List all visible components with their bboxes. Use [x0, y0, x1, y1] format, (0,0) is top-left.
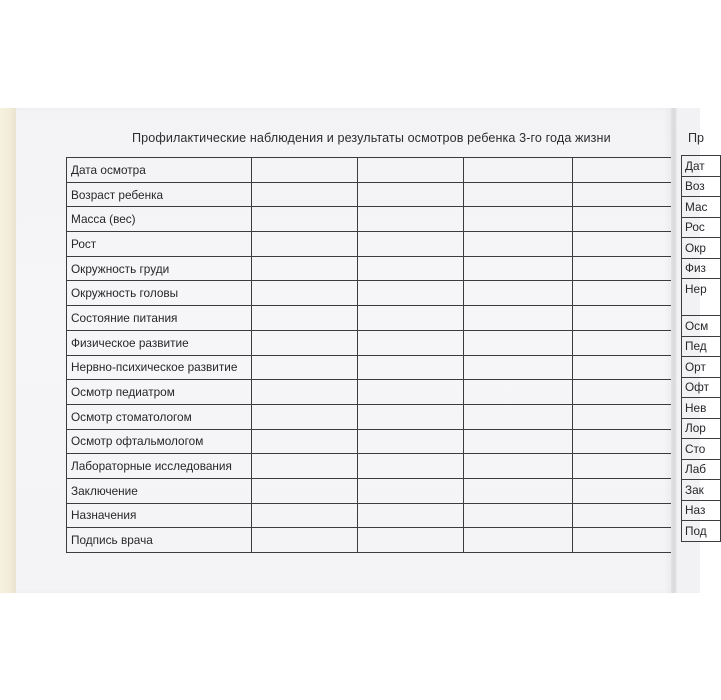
row-label: Состояние питания: [67, 306, 252, 331]
table-row: [682, 316, 721, 337]
row-label: Заключение: [67, 478, 252, 503]
row-label: Осмотр педиатром: [67, 380, 252, 405]
entry-cell: [358, 380, 464, 405]
entry-cell: [358, 330, 464, 355]
row-label: Физическое развитие: [67, 330, 252, 355]
entry-cell: [252, 528, 358, 553]
entry-cell: [358, 256, 464, 281]
entry-cell: [464, 330, 573, 355]
entry-cell: [252, 454, 358, 479]
table-row: [682, 521, 721, 542]
row-label: Окр: [682, 238, 721, 259]
row-label: Офт: [682, 377, 721, 398]
entry-cell: [358, 158, 464, 183]
entry-cell: [358, 404, 464, 429]
row-label: Наз: [682, 500, 721, 521]
table-row: [67, 429, 672, 454]
entry-cell: [252, 330, 358, 355]
table-row: [67, 281, 672, 306]
observation-table: [66, 157, 672, 553]
table-row: [682, 279, 721, 316]
table-row: [67, 454, 672, 479]
entry-cell: [252, 503, 358, 528]
entry-cell: [573, 330, 672, 355]
table-row: [67, 232, 672, 257]
entry-cell: [464, 478, 573, 503]
row-label: Окружность головы: [67, 281, 252, 306]
row-label: Нервно-психическое развитие: [67, 355, 252, 380]
table-row: [67, 256, 672, 281]
table-row: [67, 330, 672, 355]
entry-cell: [358, 429, 464, 454]
row-label: Орт: [682, 357, 721, 378]
table-row: [67, 503, 672, 528]
table-row: [682, 156, 721, 177]
entry-cell: [464, 158, 573, 183]
row-label: Дата осмотра: [67, 158, 252, 183]
entry-cell: [252, 404, 358, 429]
table-row: [67, 478, 672, 503]
table-row: [67, 158, 672, 183]
entry-cell: [464, 256, 573, 281]
table-row: [67, 306, 672, 331]
entry-cell: [573, 355, 672, 380]
table-row: [67, 404, 672, 429]
row-label: Физ: [682, 258, 721, 279]
table-row: [682, 238, 721, 259]
entry-cell: [252, 306, 358, 331]
entry-cell: [573, 232, 672, 257]
entry-cell: [252, 256, 358, 281]
entry-cell: [358, 306, 464, 331]
entry-cell: [464, 528, 573, 553]
table-row: [682, 480, 721, 501]
row-label: Окружность груди: [67, 256, 252, 281]
table-row: [682, 258, 721, 279]
entry-cell: [358, 503, 464, 528]
entry-cell: [252, 207, 358, 232]
table-row: [682, 217, 721, 238]
row-label: Лор: [682, 418, 721, 439]
table-row: [682, 439, 721, 460]
table-row: [682, 418, 721, 439]
row-label: Зак: [682, 480, 721, 501]
table-row: [67, 207, 672, 232]
entry-cell: [573, 454, 672, 479]
right-observation-table: [681, 155, 721, 542]
table-row: [67, 380, 672, 405]
entry-cell: [252, 429, 358, 454]
row-label: Лабораторные исследования: [67, 454, 252, 479]
row-label: Пед: [682, 336, 721, 357]
entry-cell: [573, 306, 672, 331]
table-row: [67, 355, 672, 380]
row-label: Дат: [682, 156, 721, 177]
row-label: Рост: [67, 232, 252, 257]
entry-cell: [573, 281, 672, 306]
entry-cell: [252, 478, 358, 503]
table-row: [67, 528, 672, 553]
table-row: [682, 459, 721, 480]
row-label: Нев: [682, 398, 721, 419]
entry-cell: [252, 380, 358, 405]
entry-cell: [573, 503, 672, 528]
row-label: Воз: [682, 176, 721, 197]
entry-cell: [464, 232, 573, 257]
row-label: Нер: [682, 279, 721, 316]
row-label: Мас: [682, 197, 721, 218]
row-label: Под: [682, 521, 721, 542]
page-title: Профилактические наблюдения и результаты осмотров ребенка 3-го года жизни: [132, 131, 611, 145]
row-label: Осмотр стоматологом: [67, 404, 252, 429]
entry-cell: [358, 478, 464, 503]
entry-cell: [358, 528, 464, 553]
entry-cell: [252, 182, 358, 207]
entry-cell: [358, 207, 464, 232]
entry-cell: [573, 404, 672, 429]
table-row: [682, 357, 721, 378]
entry-cell: [464, 380, 573, 405]
entry-cell: [573, 158, 672, 183]
entry-cell: [464, 454, 573, 479]
entry-cell: [573, 380, 672, 405]
table-row: [682, 197, 721, 218]
table-row: [682, 377, 721, 398]
entry-cell: [464, 355, 573, 380]
row-label: Осмотр офтальмологом: [67, 429, 252, 454]
entry-cell: [464, 182, 573, 207]
table-row: [682, 500, 721, 521]
entry-cell: [358, 232, 464, 257]
entry-cell: [573, 256, 672, 281]
row-label: Лаб: [682, 459, 721, 480]
entry-cell: [464, 281, 573, 306]
entry-cell: [358, 454, 464, 479]
entry-cell: [358, 182, 464, 207]
row-label: Сто: [682, 439, 721, 460]
entry-cell: [464, 503, 573, 528]
row-label: Возраст ребенка: [67, 182, 252, 207]
row-label: Назначения: [67, 503, 252, 528]
row-label: Осм: [682, 316, 721, 337]
entry-cell: [252, 355, 358, 380]
entry-cell: [464, 207, 573, 232]
entry-cell: [573, 528, 672, 553]
entry-cell: [252, 281, 358, 306]
entry-cell: [573, 182, 672, 207]
entry-cell: [573, 429, 672, 454]
entry-cell: [252, 232, 358, 257]
table-row: [67, 182, 672, 207]
table-row: [682, 336, 721, 357]
notebook-spine: [0, 108, 16, 593]
entry-cell: [464, 404, 573, 429]
entry-cell: [573, 478, 672, 503]
row-label: Подпись врача: [67, 528, 252, 553]
entry-cell: [464, 306, 573, 331]
entry-cell: [358, 281, 464, 306]
entry-cell: [573, 207, 672, 232]
row-label: Рос: [682, 217, 721, 238]
row-label: Масса (вес): [67, 207, 252, 232]
right-page-title: Пр: [688, 131, 705, 145]
table-row: [682, 398, 721, 419]
entry-cell: [252, 158, 358, 183]
right-page: [677, 108, 710, 593]
entry-cell: [358, 355, 464, 380]
entry-cell: [464, 429, 573, 454]
table-row: [682, 176, 721, 197]
